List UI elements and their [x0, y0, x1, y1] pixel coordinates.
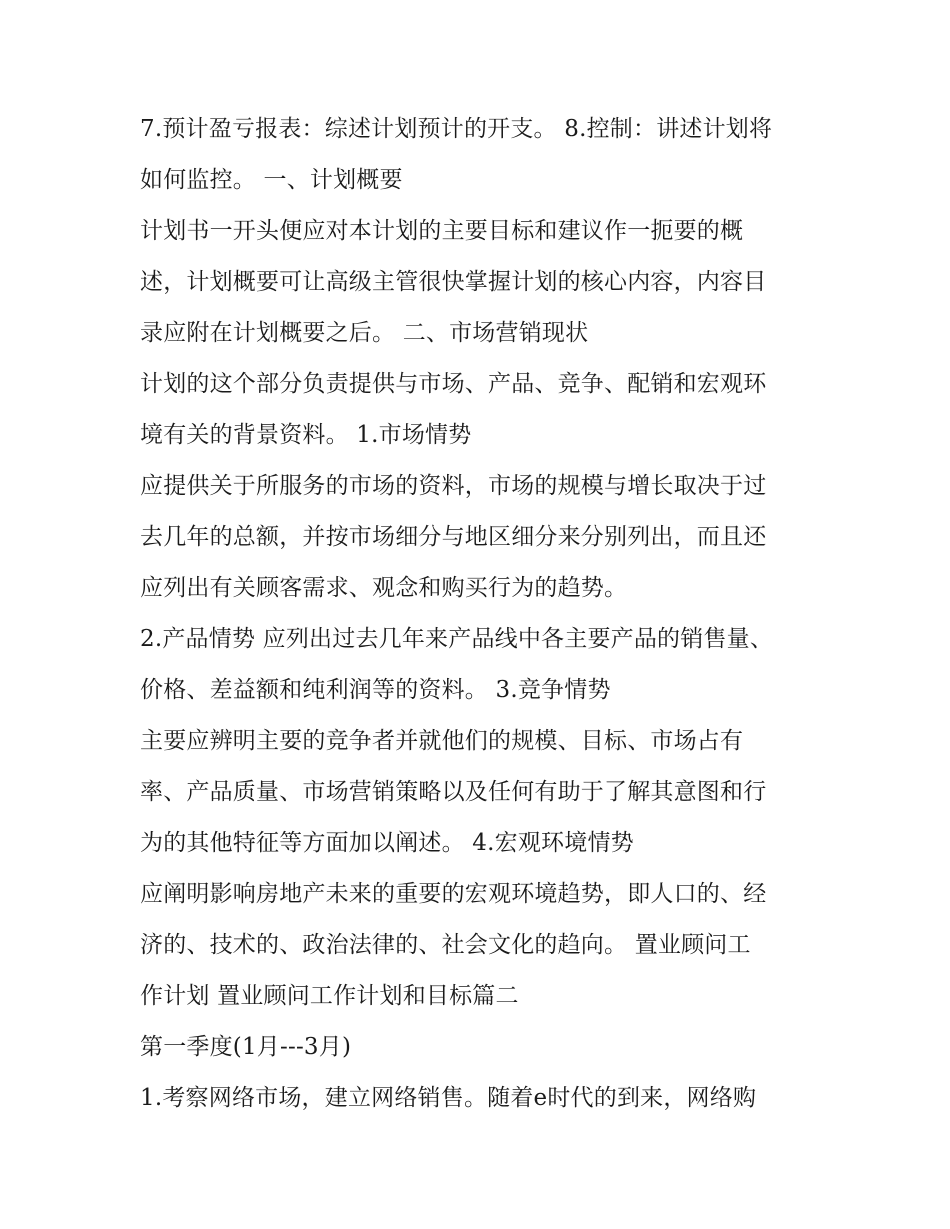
text-line: 计划的这个部分负责提供与市场、产品、竞争、配销和宏观环 — [140, 371, 767, 397]
text-line: 价格、差益额和纯利润等的资料。 3.竞争情势 — [140, 677, 611, 703]
text-line: 境有关的背景资料。 1.市场情势 — [140, 422, 472, 448]
text-line: 应列出有关顾客需求、观念和购买行为的趋势。 — [140, 575, 628, 601]
text-line: 率、产品质量、市场营销策略以及任何有助于了解其意图和行 — [140, 779, 767, 805]
text-line: 第一季度(1月---3月) — [140, 1034, 352, 1060]
text-line: 济的、技术的、政治法律的、社会文化的趋向。 置业顾问工 — [140, 932, 751, 958]
text-line: 计划书一开头便应对本计划的主要目标和建议作一扼要的概 — [140, 218, 744, 244]
document-body — [140, 104, 820, 1124]
text-line: 应阐明影响房地产未来的重要的宏观环境趋势，即人口的、经 — [140, 881, 767, 907]
text-line: 7.预计盈亏报表：综述计划预计的开支。 8.控制：讲述计划将 — [140, 116, 773, 142]
text-line: 主要应辨明主要的竞争者并就他们的规模、目标、市场占有 — [140, 728, 744, 754]
text-line: 作计划 置业顾问工作计划和目标篇二 — [140, 983, 519, 1009]
text-line: 去几年的总额，并按市场细分与地区细分来分别列出，而且还 — [140, 524, 767, 550]
text-line: 如何监控。 一、计划概要 — [140, 167, 403, 193]
text-line: 2.产品情势 应列出过去几年来产品线中各主要产品的销售量、 — [140, 626, 774, 652]
text-line: 1.考察网络市场，建立网络销售。随着e时代的到来，网络购 — [140, 1085, 757, 1111]
text-line: 应提供关于所服务的市场的资料，市场的规模与增长取决于过 — [140, 473, 767, 499]
text-line: 述，计划概要可让高级主管很快掌握计划的核心内容，内容目 — [140, 269, 767, 295]
text-line: 录应附在计划概要之后。 二、市场营销现状 — [140, 320, 589, 346]
text-line: 为的其他特征等方面加以阐述。 4.宏观环境情势 — [140, 830, 634, 856]
